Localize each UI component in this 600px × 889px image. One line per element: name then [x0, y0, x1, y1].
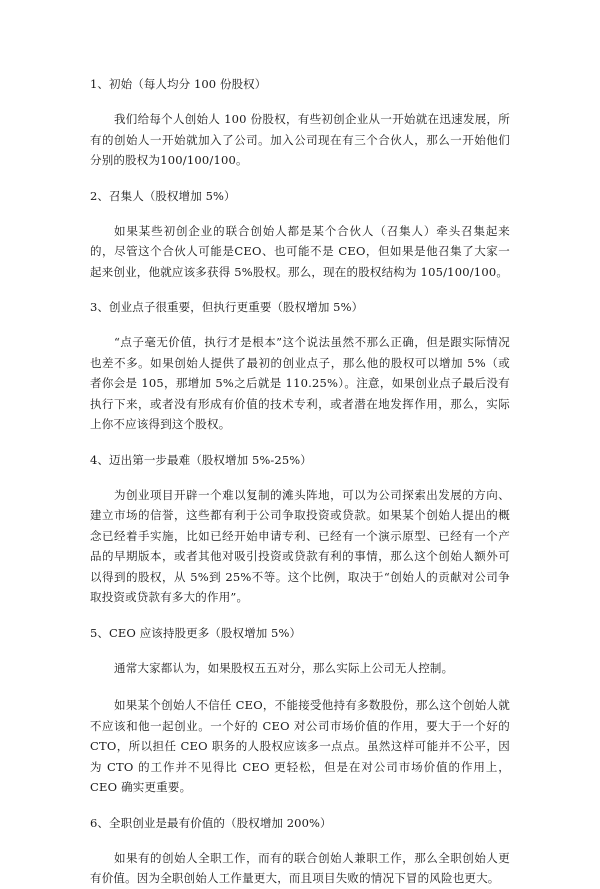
section-heading: 1、初始（每人均分 100 份股权） — [90, 77, 267, 91]
section-paragraph: 我们给每个人创始人 100 份股权，有些初创企业从一开始就在迅速发展，所有的创始人一开始就加入了公司。加入公司现在有三个合伙人，那么一开始他们分别的股权为100/100/100。 — [90, 112, 510, 167]
section-paragraph: 为创业项目开辟一个难以复制的滩头阵地，可以为公司探索出发展的方向、建立市场的信誉，这些都有利于公司争取投资或贷款。如果某个创始人提出的概念已经着手实施，比如已经开始申请专利、已经有一个演示原型、已经有一个产品的早期版本，或者其他对吸引投资或贷款有利的事情，那么这个创始人额外可以得到的股权，从 5%到 25%不等。这个比例，取决于“创始人的贡献对公司争取投资或贷款有多大的作用”。 — [90, 487, 510, 604]
section-paragraph: “点子毫无价值，执行才是根本”这个说法虽然不那么正确，但是跟实际情况也差不多。如果创始人提供了最初的创业点子，那么他的股权可以增加 5%（或者你会是 105，那增加 5%之后就是 110.25%）。注意，如果创业点子最后没有执行下来，或者没有形成有价值的技术专利，或者潜在地发挥作用，那么，实际上你不应该得到这个股权。 — [90, 335, 510, 431]
section-5 — [90, 625, 510, 798]
section-heading: 2、召集人（股权增加 5%） — [90, 188, 236, 203]
section-2 — [90, 188, 510, 283]
section-heading: 4、迈出第一步最难（股权增加 5%-25%） — [90, 452, 312, 467]
section-heading: 6、全职创业是最有价值的（股权增加 200%） — [90, 815, 332, 830]
section-1 — [90, 76, 510, 171]
section-heading: 5、CEO 应该持股更多（股权增加 5%） — [90, 625, 302, 640]
section-paragraph: 如果某些初创企业的联合创始人都是某个合伙人（召集人）牵头召集起来的，尽管这个合伙人可能是CEO、也可能不是 CEO，但如果是他召集了大家一起来创业，他就应该多获得 5%股权。那么，现在的股权结构为 105/100/100。 — [90, 223, 510, 279]
section-6 — [90, 815, 510, 889]
section-paragraph: 通常大家都认为，如果股权五五对分，那么实际上公司无人控制。 — [114, 660, 454, 675]
section-paragraph: 如果有的创始人全职工作，而有的联合创始人兼职工作，那么全职创始人更有价值。因为全职创始人工作量更大，而且项目失败的情况下冒的风险也更大。 — [90, 850, 510, 885]
section-3 — [90, 299, 510, 435]
section-4 — [90, 452, 510, 608]
section-heading: 3、创业点子很重要，但执行更重要（股权增加 5%） — [90, 300, 364, 314]
section-paragraph: 如果某个创始人不信任 CEO，不能接受他持有多数股份，那么这个创始人就不应该和他一起创业。一个好的 CEO 对公司市场价值的作用，要大于一个好的 CTO，所以担任 CEO 职务的人股权应该多一点点。虽然这样可能并不公平，因为 CTO 的工作并不见得比 CEO 更轻松，但是在对公司市场价值的作用上，CEO 确实更重要。 — [90, 698, 510, 794]
